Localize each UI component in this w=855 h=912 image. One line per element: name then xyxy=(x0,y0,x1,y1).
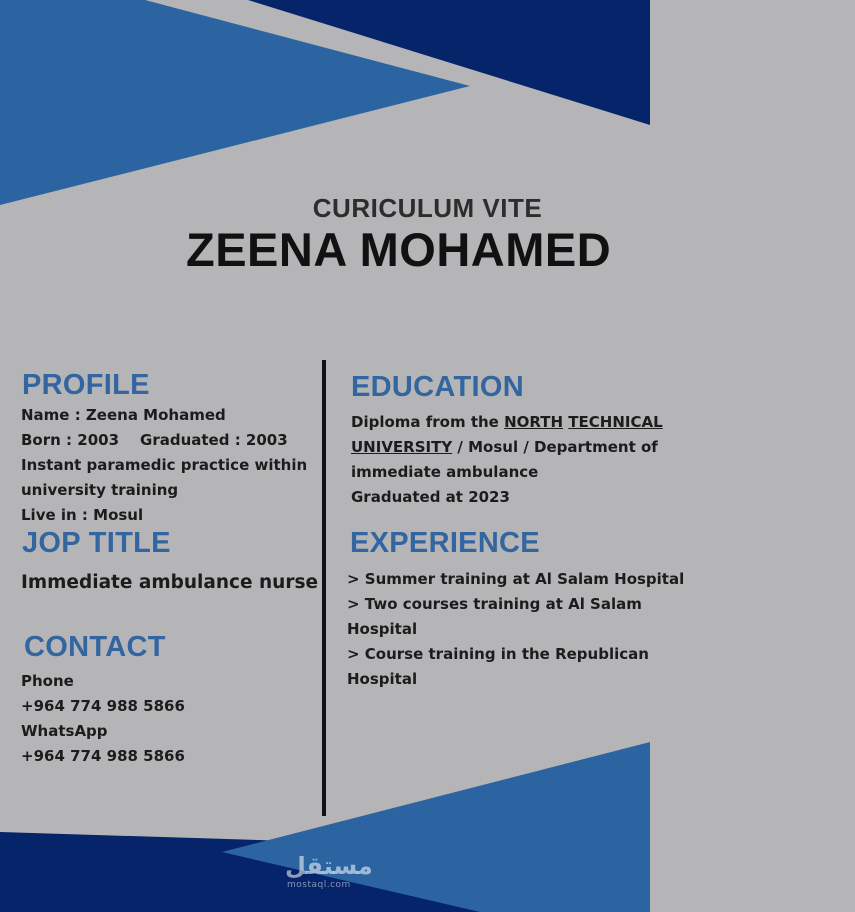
profile-practice-line-2: university training xyxy=(21,481,179,499)
profile-details xyxy=(21,403,307,528)
profile-live: Live in : Mosul xyxy=(21,506,144,524)
phone-number: +964 774 988 5866 xyxy=(21,697,185,715)
person-name: ZEENA MOHAMED xyxy=(186,223,612,276)
education-heading: EDUCATION xyxy=(351,371,524,403)
university-word: UNIVERSITY xyxy=(351,438,453,456)
whatsapp-label: WhatsApp xyxy=(21,722,108,740)
column-divider xyxy=(322,360,326,816)
education-line-1 xyxy=(351,410,663,435)
education-line-3: immediate ambulance xyxy=(351,463,539,481)
experience-item-3-cont: Hospital xyxy=(347,670,418,688)
education-line-2 xyxy=(351,435,663,460)
profile-dates xyxy=(21,428,307,453)
profile-name-line: Name : Zeena Mohamed xyxy=(21,406,226,424)
experience-item-3: > Course training in the Republican xyxy=(347,645,649,663)
experience-item-2-cont: Hospital xyxy=(347,620,418,638)
job-title: Immediate ambulance nurse xyxy=(21,572,319,593)
contact-heading: CONTACT xyxy=(24,631,166,663)
north-word: NORTH xyxy=(504,413,564,431)
contact-details xyxy=(21,669,185,769)
cv-subtitle: CURICULUM VITE xyxy=(312,193,543,223)
watermark-logo: مستقل xyxy=(285,852,373,880)
experience-heading: EXPERIENCE xyxy=(350,527,540,559)
education-details xyxy=(351,410,663,510)
experience-item-1: > Summer training at Al Salam Hospital xyxy=(347,570,685,588)
education-graduated: Graduated at 2023 xyxy=(351,488,510,506)
technical-word: TECHNICAL xyxy=(568,413,663,431)
profile-heading: PROFILE xyxy=(22,369,150,401)
watermark-url: mostaql.com xyxy=(287,880,351,890)
phone-label: Phone xyxy=(21,672,74,690)
education-location: / Mosul / Department of xyxy=(452,438,658,456)
education-prefix: Diploma from the xyxy=(351,413,505,431)
profile-graduated: Graduated : 2003 xyxy=(140,431,288,449)
whatsapp-number: +964 774 988 5866 xyxy=(21,747,185,765)
experience-item-2: > Two courses training at Al Salam xyxy=(347,595,642,613)
job-title-heading: JOP TITLE xyxy=(22,527,171,559)
profile-born: Born : 2003 xyxy=(21,431,120,449)
profile-practice-line-1: Instant paramedic practice within xyxy=(21,456,308,474)
experience-list xyxy=(347,567,684,692)
